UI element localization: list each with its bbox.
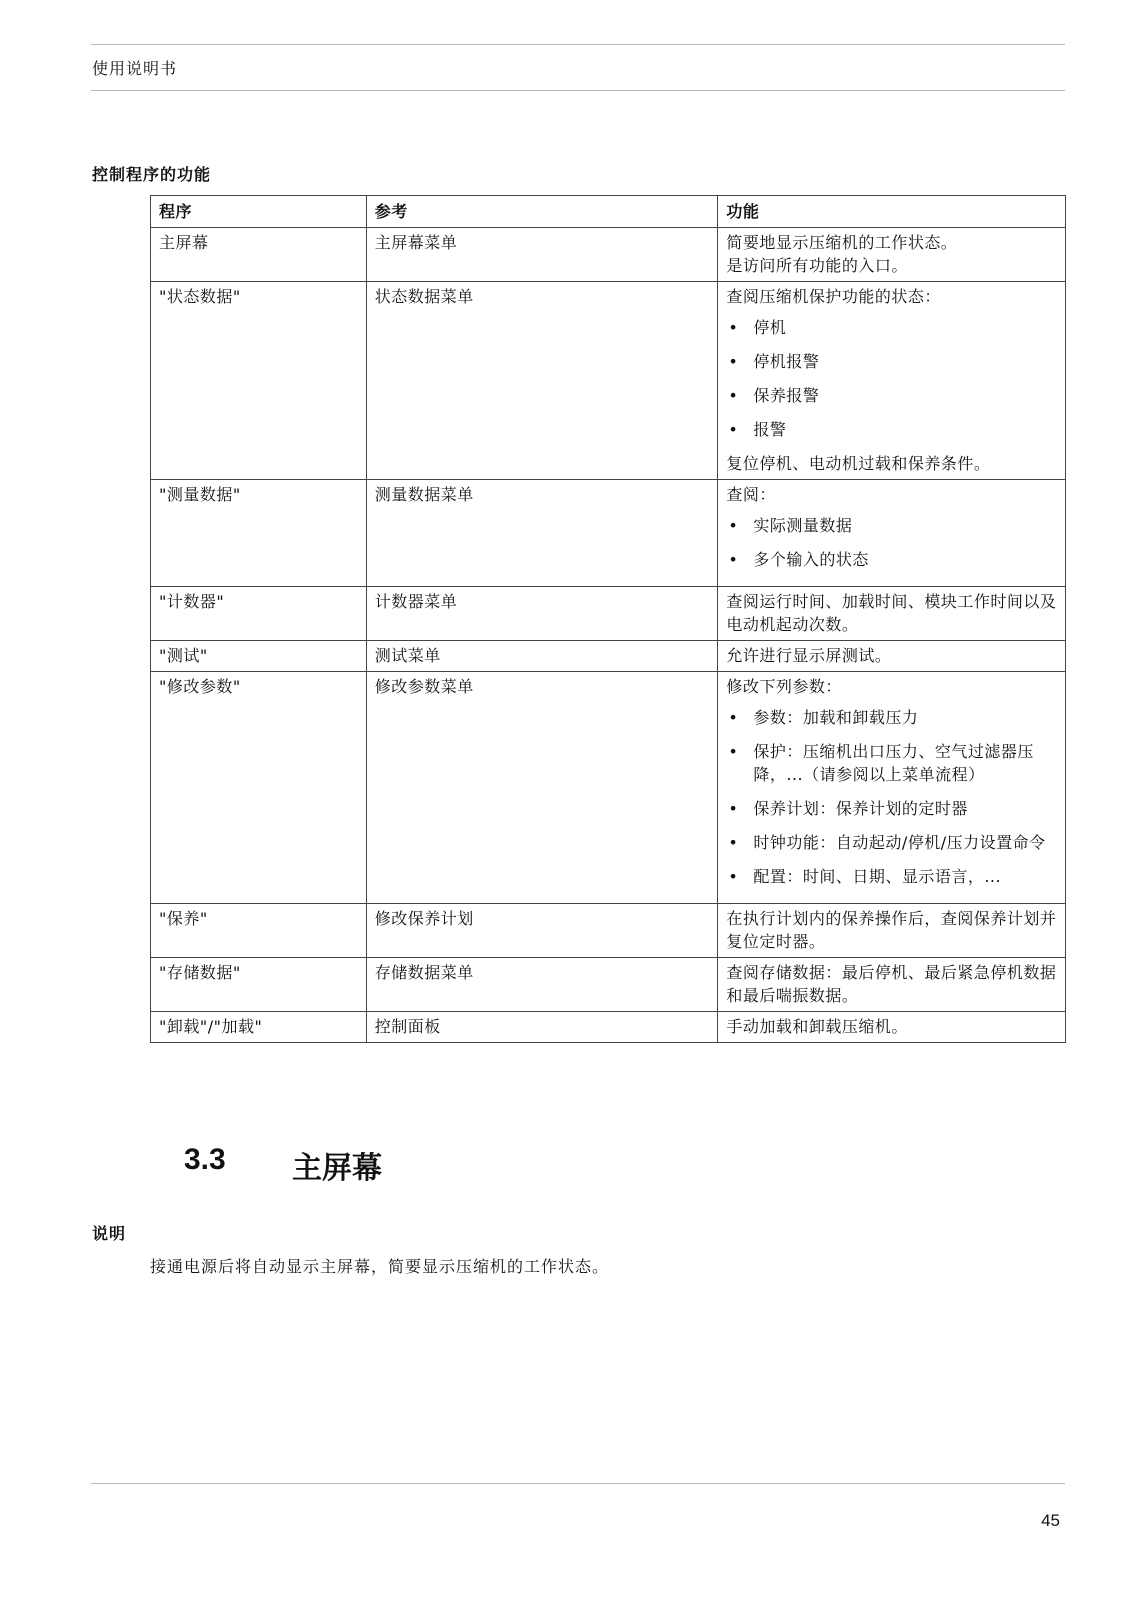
description-label: 说明 (92, 1224, 127, 1243)
reference-cell: 修改保养计划 (366, 904, 718, 958)
bullet-item: • 保护：压缩机出口压力、空气过滤器压降，...（请参阅以上菜单流程） (726, 740, 1057, 786)
bullet-item: • 停机报警 (726, 350, 1057, 373)
bullet-item: • 配置：时间、日期、显示语言，... (726, 865, 1057, 888)
program-function-table (150, 195, 1066, 1043)
reference-cell: 状态数据菜单 (366, 282, 718, 480)
reference-cell: 主屏幕菜单 (366, 228, 718, 282)
function-bullet-list (726, 706, 1057, 888)
function-cell: 允许进行显示屏测试。 (718, 641, 1066, 672)
table-row (151, 228, 1066, 282)
bullet-item: • 实际测量数据 (726, 514, 1057, 537)
function-cell: 查阅存储数据：最后停机、最后紧急停机数据和最后喘振数据。 (718, 958, 1066, 1012)
bullet-item: • 停机 (726, 316, 1057, 339)
table-row (151, 904, 1066, 958)
function-bullet-list (726, 316, 1057, 441)
function-cell (718, 282, 1066, 480)
bullet-item: • 参数：加载和卸载压力 (726, 706, 1057, 729)
program-cell: "测试" (151, 641, 367, 672)
program-cell: "存储数据" (151, 958, 367, 1012)
column-header-function: 功能 (718, 196, 1066, 228)
description-text: 接通电源后将自动显示主屏幕，简要显示压缩机的工作状态。 (150, 1257, 610, 1276)
program-cell: "状态数据" (151, 282, 367, 480)
table-header-row (151, 196, 1066, 228)
page-number: 45 (1041, 1511, 1060, 1530)
table-row (151, 672, 1066, 904)
program-cell: "测量数据" (151, 480, 367, 587)
footer-rule (91, 1483, 1065, 1484)
reference-cell: 测试菜单 (366, 641, 718, 672)
function-intro: 查阅： (726, 485, 776, 504)
reference-cell: 计数器菜单 (366, 587, 718, 641)
function-intro: 查阅压缩机保护功能的状态： (726, 287, 941, 306)
bullet-item: • 保养报警 (726, 384, 1057, 407)
program-cell: "计数器" (151, 587, 367, 641)
function-intro: 修改下列参数： (726, 677, 842, 696)
reference-cell: 测量数据菜单 (366, 480, 718, 587)
table-row (151, 958, 1066, 1012)
table-row (151, 1012, 1066, 1043)
function-line: 简要地显示压缩机的工作状态。 (726, 233, 958, 252)
header-top-rule (91, 44, 1065, 45)
function-tail: 复位停机、电动机过载和保养条件。 (726, 454, 991, 473)
reference-cell: 控制面板 (366, 1012, 718, 1043)
bullet-item: • 报警 (726, 418, 1057, 441)
document-header-title: 使用说明书 (92, 59, 178, 78)
bullet-item: • 时钟功能：自动起动/停机/压力设置命令 (726, 831, 1057, 854)
function-cell: 在执行计划内的保养操作后，查阅保养计划并复位定时器。 (718, 904, 1066, 958)
header-bottom-rule (91, 90, 1065, 91)
table-row (151, 282, 1066, 480)
function-cell (718, 480, 1066, 587)
table-caption: 控制程序的功能 (92, 165, 212, 184)
reference-cell: 存储数据菜单 (366, 958, 718, 1012)
function-cell (718, 672, 1066, 904)
table-row (151, 587, 1066, 641)
function-cell (718, 228, 1066, 282)
program-cell: "保养" (151, 904, 367, 958)
function-cell: 手动加载和卸载压缩机。 (718, 1012, 1066, 1043)
section-number: 3.3 (184, 1143, 226, 1176)
section-title: 主屏幕 (292, 1151, 382, 1186)
bullet-item: • 多个输入的状态 (726, 548, 1057, 571)
program-cell: "修改参数" (151, 672, 367, 904)
program-cell: "卸载"/"加载" (151, 1012, 367, 1043)
table-row (151, 641, 1066, 672)
column-header-reference: 参考 (366, 196, 718, 228)
bullet-item: • 保养计划：保养计划的定时器 (726, 797, 1057, 820)
function-cell: 查阅运行时间、加载时间、模块工作时间以及电动机起动次数。 (718, 587, 1066, 641)
function-line: 是访问所有功能的入口。 (726, 256, 908, 275)
program-cell: 主屏幕 (151, 228, 367, 282)
function-bullet-list (726, 514, 1057, 571)
reference-cell: 修改参数菜单 (366, 672, 718, 904)
table-row (151, 480, 1066, 587)
column-header-program: 程序 (151, 196, 367, 228)
